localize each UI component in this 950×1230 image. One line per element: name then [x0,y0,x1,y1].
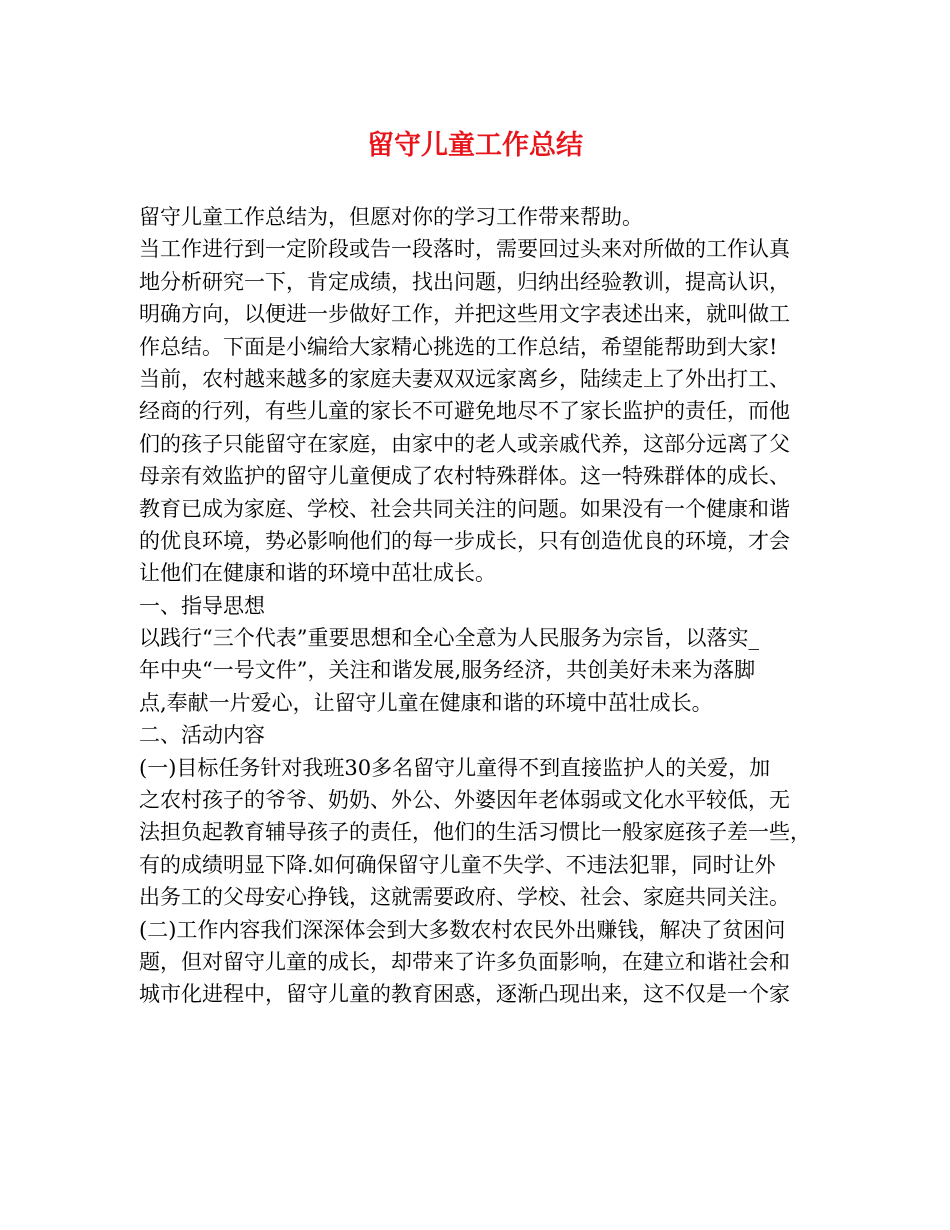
text-line: 年中央“一号文件”，关注和谐发展,服务经济，共创美好未来为落脚 [139,658,756,683]
text-line: 以践行“三个代表”重要思想和全心全意为人民服务为宗旨，以落实_ [139,626,759,651]
text-line: (二)工作内容我们深深体会到大多数农村农民外出赚钱，解决了贫困问 [139,917,786,942]
text-line: 母亲有效监护的留守儿童便成了农村特殊群体。这一特殊群体的成长、 [139,464,790,489]
text-line: 经商的行列，有些儿童的家长不可避免地尽不了家长监护的责任，而他 [139,399,790,424]
text-line: 城市化进程中，留守儿童的教育困惑，逐渐凸现出来，这不仅是一个家 [139,982,790,1007]
document-title: 留守儿童工作总结 [367,130,583,161]
text-line: 题，但对留守儿童的成长，却带来了许多负面影响，在建立和谐社会和 [139,949,790,974]
text-line: 当工作进行到一定阶段或告一段落时，需要回过头来对所做的工作认真 [139,237,790,262]
text-line: 当前，农村越来越多的家庭夫妻双双远家离乡，陆续走上了外出打工、 [139,366,790,391]
text-line: 作总结。下面是小编给大家精心挑选的工作总结，希望能帮助到大家! [139,334,778,359]
text-line: 法担负起教育辅导孩子的责任，他们的生活习惯比一般家庭孩子差一些， [139,820,811,845]
text-line: 出务工的父母安心挣钱，这就需要政府、学校、社会、家庭共同关注。 [139,885,790,910]
document-body [139,201,829,1011]
text-line: 之农村孩子的爷爷、奶奶、外公、外婆因年老体弱或文化水平较低，无 [139,788,790,813]
text-line: 有的成绩明显下降.如何确保留守儿童不失学、不违法犯罪，同时让外 [139,852,776,877]
text-line: 地分析研究一下，肯定成绩，找出问题，归纳出经验教训，提高认识， [139,269,790,294]
text-line: 教育已成为家庭、学校、社会共同关注的问题。如果没有一个健康和谐 [139,496,790,521]
text-line: 让他们在健康和谐的环境中茁壮成长。 [139,561,496,586]
section-heading: 二、活动内容 [139,723,265,748]
text-line: 的优良环境，势必影响他们的每一步成长，只有创造优良的环境，才会 [139,528,790,553]
text-line: 留守儿童工作总结为，但愿对你的学习工作带来帮助。 [139,205,643,229]
section-heading: 一、指导思想 [139,593,265,618]
text-line: 明确方向，以便进一步做好工作，并把这些用文字表述出来，就叫做工 [139,302,790,327]
text-line: 点,奉献一片爱心，让留守儿童在健康和谐的环境中茁壮成长。 [139,690,713,715]
text-line: 们的孩子只能留守在家庭，由家中的老人或亲戚代养，这部分远离了父 [139,431,790,456]
text-line: (一)目标任务针对我班30多名留守儿童得不到直接监护人的关爱，加 [139,755,771,780]
